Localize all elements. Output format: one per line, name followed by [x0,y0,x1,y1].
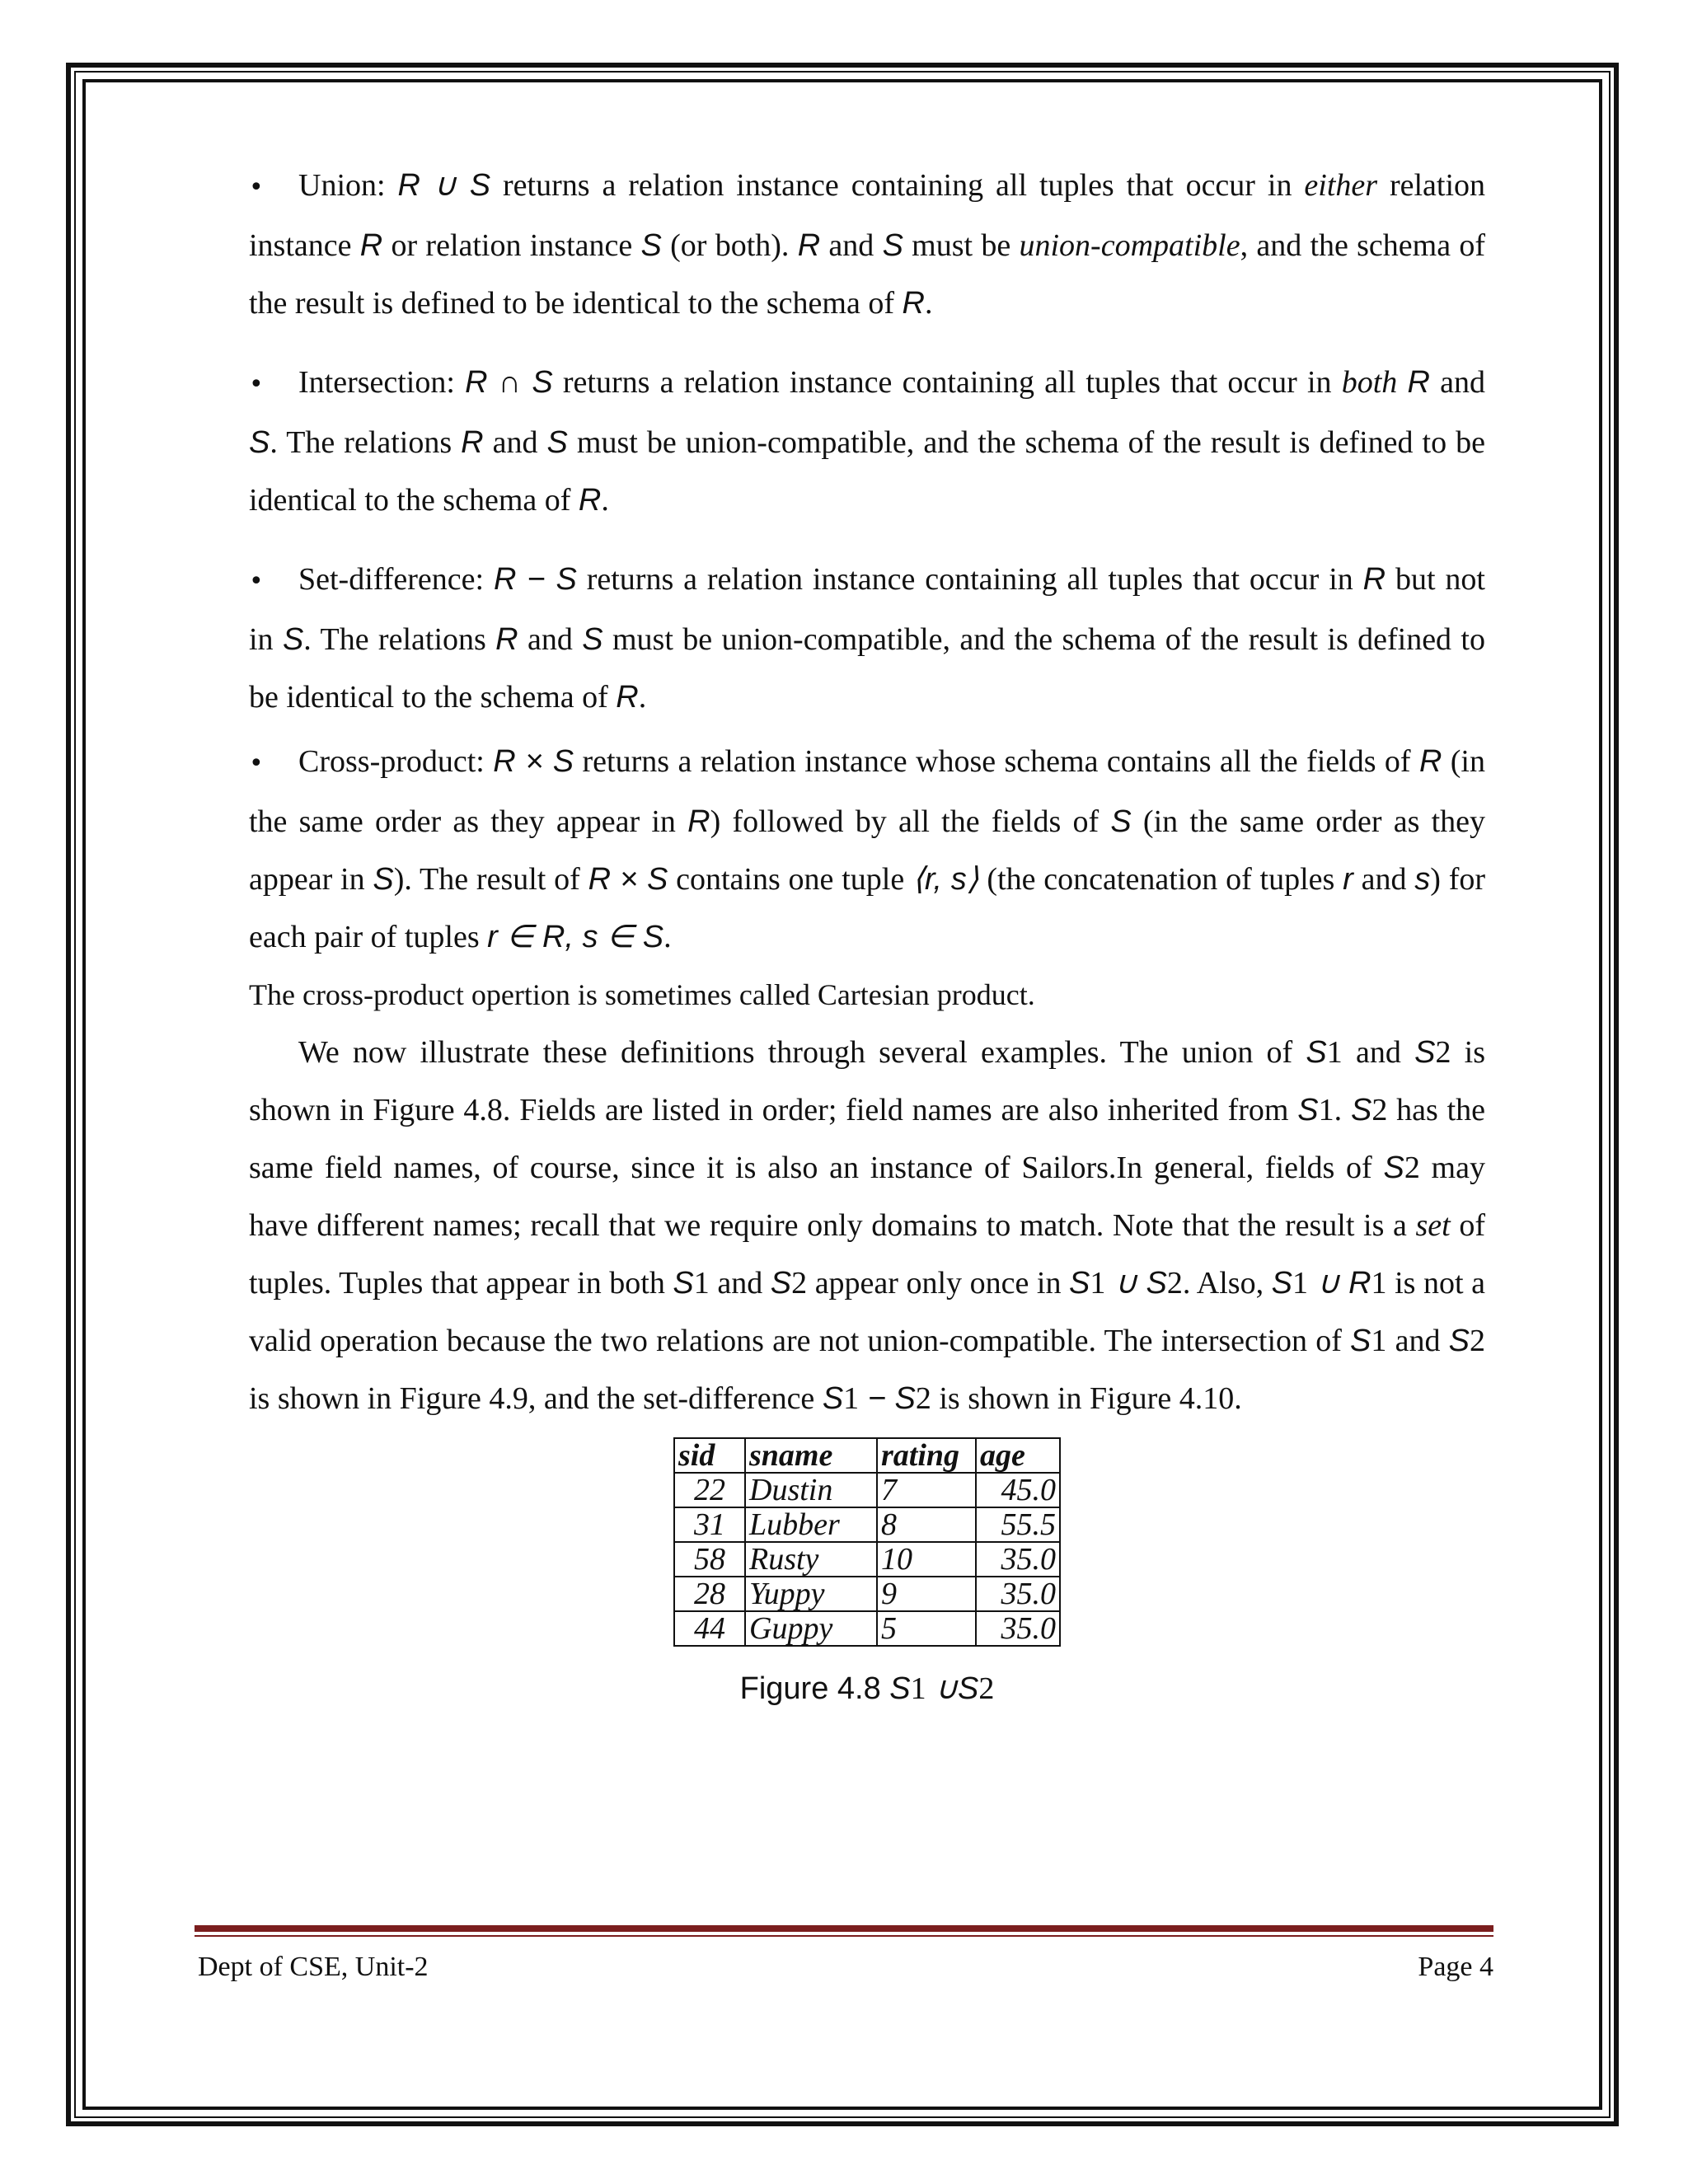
cell-sid: 22 [674,1473,745,1507]
cell-rating: 9 [877,1577,976,1611]
cell-sid: 58 [674,1542,745,1577]
union-expression: R ∪ S [397,168,491,203]
table-row [674,1542,1060,1577]
table-row [674,1473,1060,1507]
figure-table-wrapper [249,1437,1485,1647]
cell-sname: Guppy [745,1611,877,1646]
cell-sname: Rusty [745,1542,877,1577]
cell-sid: 44 [674,1611,745,1646]
cell-rating: 5 [877,1611,976,1646]
column-header-rating: rating [877,1438,976,1473]
cell-sid: 31 [674,1507,745,1542]
column-header-sid: sid [674,1438,745,1473]
cell-sname: Dustin [745,1473,877,1507]
cell-rating: 7 [877,1473,976,1507]
column-header-sname: sname [745,1438,877,1473]
table-row [674,1507,1060,1542]
table-row [674,1577,1060,1611]
bullet-icon: • [249,370,264,399]
table-header-row [674,1438,1060,1473]
cell-age: 55.5 [976,1507,1060,1542]
union-result-table [673,1437,1061,1647]
cell-age: 35.0 [976,1577,1060,1611]
footer-rule-thick [195,1925,1493,1932]
cell-rating: 10 [877,1542,976,1577]
page-content [249,157,1485,1707]
cartesian-note: The cross-product opertion is sometimes called Cartesian product. [249,978,1035,1011]
table-row [674,1611,1060,1646]
bullet-icon: • [249,567,264,596]
cell-sname: Lubber [745,1507,877,1542]
examples-paragraph: We now illustrate these definitions through several examples. The union of S1 and S2 is shown in Figure 4.8. Fields are listed in order; field names are also inherited from S1. S2 has the same field names, of course, since it is also an instance of Sailors.In general, fields of S2 may have different names; recall that we require only domains to match. Note that the result is a set of tuples. Tuples that appear in both S1 and S2 appear only once in S1 ∪ S2. Also, S1 ∪ R1 is not a valid operation because the two relations are not union-compatible. The intersection of S1 and S2 is shown in Figure 4.9, and the set-difference S1 − S2 is shown in Figure 4.10. [249,1035,1486,1416]
cell-age: 35.0 [976,1542,1060,1577]
footer-rule-thin [195,1935,1493,1937]
footer-dept-label: Dept of CSE, Unit-2 [198,1952,429,1982]
union-paragraph: • Union: R ∪ S returns a relation instance containing all tuples that occur in either relation instance R or relation instance S (or both). R and S must be union-compatible, and the schema of the result is defined to be identical to the schema of R. [249,157,1485,332]
bullet-icon: • [249,749,264,778]
cell-sid: 28 [674,1577,745,1611]
intersection-paragraph: • Intersection: R ∩ S returns a relation instance containing all tuples that occur in both R and S. The relations R and S must be union-compatible, and the schema of the result is defined to be identical to the schema of R. [249,354,1485,529]
intersection-expression: R ∩ S [465,365,553,400]
difference-expression: R − S [493,562,577,597]
column-header-age: age [976,1438,1060,1473]
figure-caption: Figure 4.8 S1 ∪S2 [739,1671,995,1706]
cell-sname: Yuppy [745,1577,877,1611]
cell-age: 35.0 [976,1611,1060,1646]
cross-product-paragraph: • Cross-product: R × S returns a relation instance whose schema contains all the fields of R (in the same order as they appear in R) followed by all the fields of S (in the same order as they appear in S). The result of R × S contains one tuple ⟨r, s⟩ (the concatenation of tuples r and s) for each pair of tuples r ∈ R, s ∈ S. [249,733,1485,966]
difference-paragraph: • Set-difference: R − S returns a relation instance containing all tuples that occur in R but not in S. The relations R and S must be union-compatible, and the schema of the result is defined to be identical to the schema of R. [249,551,1485,726]
cell-age: 45.0 [976,1473,1060,1507]
cell-rating: 8 [877,1507,976,1542]
bullet-icon: • [249,173,264,202]
footer-page-number: Page 4 [1418,1952,1493,1982]
cross-expression: R × S [493,744,574,779]
